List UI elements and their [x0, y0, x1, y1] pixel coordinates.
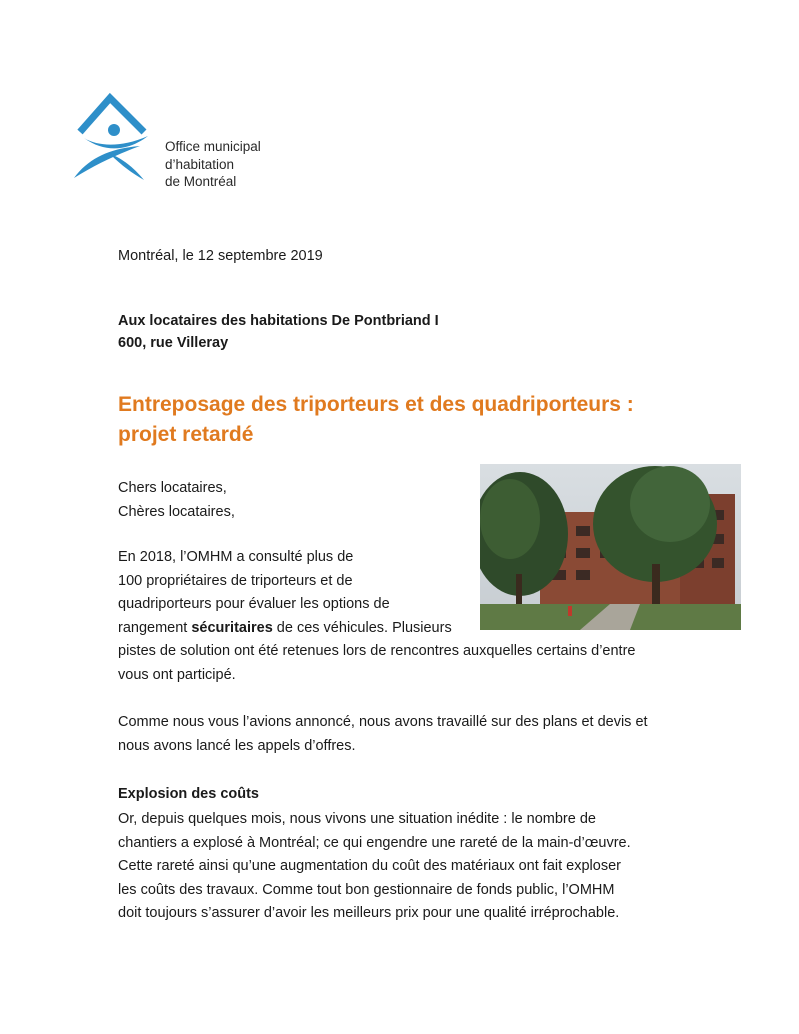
greeting-line: Chers locataires,	[118, 480, 227, 496]
greeting-line: Chères locataires,	[118, 503, 235, 520]
recipient-line: Aux locataires des habitations De Pontbriand I	[118, 313, 439, 329]
text-line: En 2018, l’OMHM a consulté plus de	[118, 549, 354, 565]
paragraph-costs	[118, 808, 718, 926]
text-line: quadriporteurs pour évaluer les options de	[118, 596, 390, 612]
text-run: de ces véhicules. Plusieurs	[272, 619, 452, 636]
headline-line: Entreposage des triporteurs et des quadriporteurs :	[118, 393, 634, 416]
text-line: vous ont participé.	[118, 666, 236, 683]
section-title-costs: Explosion des coûts	[118, 786, 259, 802]
text-run: rangement	[118, 619, 192, 636]
text-line: chantiers a explosé à Montréal; ce qui engendre une rareté de la main-d’œuvre.	[118, 834, 631, 851]
text-line: nous avons lancé les appels d’offres.	[118, 737, 356, 754]
text-line: doit toujours s’assurer d’avoir les meilleurs prix pour une qualité irréprochable.	[118, 905, 620, 921]
paragraph-consultation	[118, 546, 718, 687]
recipient-block	[118, 310, 439, 354]
text-line: Cette rareté ainsi qu’une augmentation du coût des matériaux ont fait exploser	[118, 858, 621, 874]
text-line	[118, 617, 718, 641]
text-line: les coûts des travaux. Comme tout bon gestionnaire de fonds public, l’OMHM	[118, 881, 615, 898]
text-line: pistes de solution ont été retenues lors de rencontres auxquelles certains d’entre	[118, 643, 636, 659]
recipient-address: 600, rue Villeray	[118, 335, 229, 351]
headline-line: projet retardé	[118, 423, 254, 446]
text-line: 100 propriétaires de triporteurs et de	[118, 572, 353, 589]
letter-date: Montréal, le 12 septembre 2019	[118, 248, 323, 264]
omhm-logo-icon	[70, 92, 162, 184]
org-name-line: d’habitation	[165, 156, 235, 172]
org-name-line: de Montréal	[165, 174, 237, 189]
letter-headline	[118, 390, 718, 450]
org-name	[165, 138, 261, 191]
greeting	[118, 477, 235, 524]
org-name-line: Office municipal	[165, 139, 261, 154]
paragraph-plans	[118, 711, 718, 758]
text-line: Or, depuis quelques mois, nous vivons une situation inédite : le nombre de	[118, 811, 596, 827]
text-line: Comme nous vous l’avions annoncé, nous avons travaillé sur des plans et devis et	[118, 714, 648, 730]
emphasis-securitaires: sécuritaires	[191, 619, 273, 636]
